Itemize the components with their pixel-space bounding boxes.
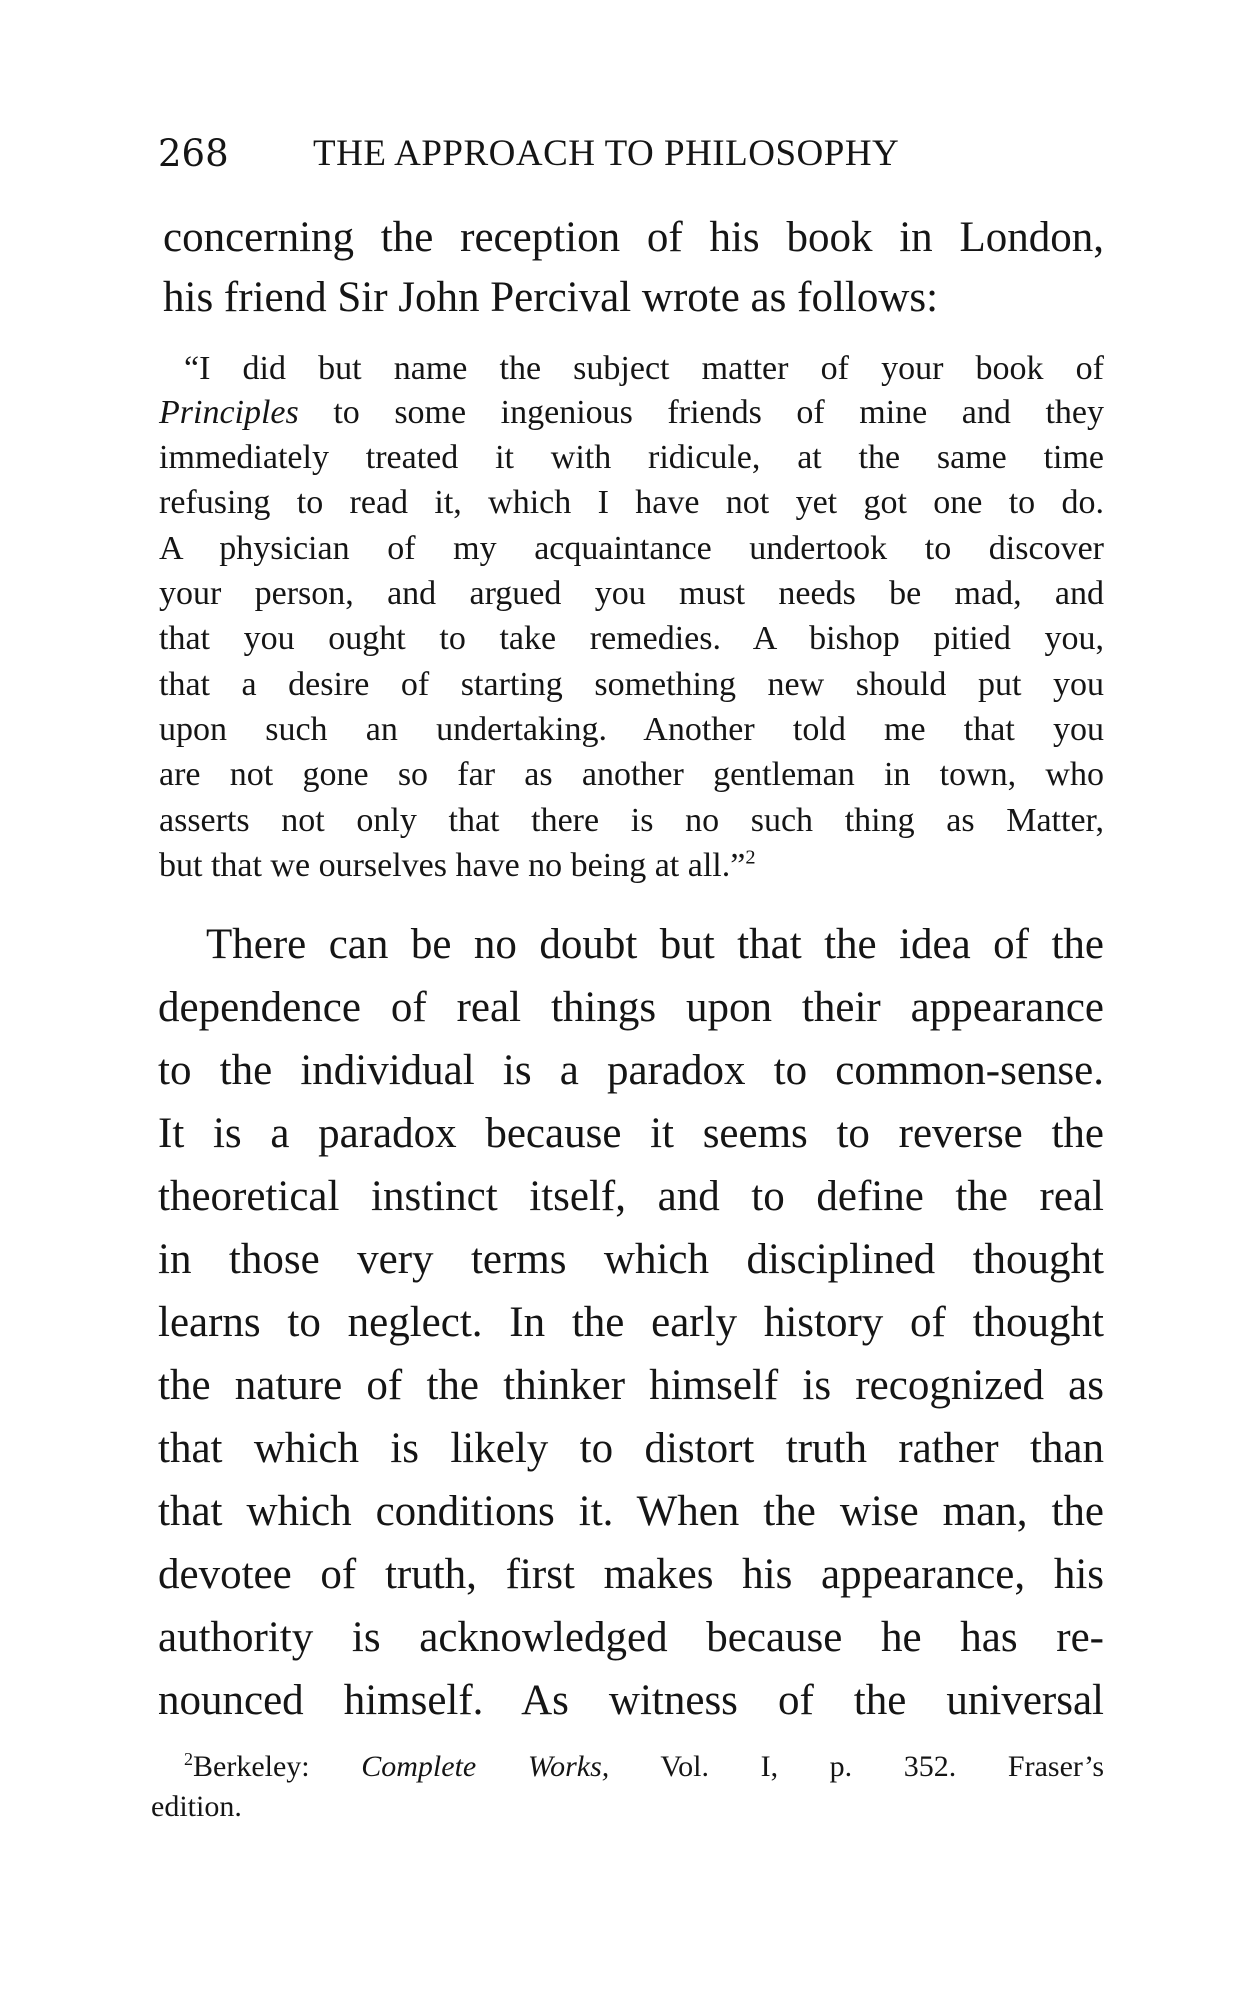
page-number: 268 [158, 132, 229, 175]
quote-line: immediately treated it with ridicule, at the same time [159, 439, 1104, 476]
paragraph-line: that which is likely to distort truth rather than [158, 1425, 1104, 1472]
quote-line: asserts not only that there is no such thing as Matter, [159, 802, 1104, 839]
paragraph-line: authority is acknowledged because he has re- [158, 1614, 1104, 1661]
quote-line: that a desire of starting something new should put you [159, 666, 1104, 703]
quote-line: your person, and argued you must needs be mad, and [159, 575, 1104, 612]
book-title-principles: Principles [159, 394, 299, 431]
footnote-book-title: Complete Works, [361, 1750, 610, 1783]
paragraph-line: the nature of the thinker himself is recognized as [158, 1362, 1104, 1409]
intro-line: concerning the reception of his book in London, [163, 214, 1104, 261]
paragraph-line: in those very terms which disciplined thought [158, 1236, 1104, 1283]
intro-line: his friend Sir John Percival wrote as follows: [163, 274, 939, 321]
footnote-marker: 2 [184, 1749, 193, 1769]
quote-line: but that we ourselves have no being at all.”$^2$ [159, 846, 756, 884]
quote-line: Principles to some ingenious friends of mine and they [159, 394, 1104, 431]
paragraph-line: nounced himself. As witness of the universal [158, 1677, 1104, 1724]
paragraph-line: There can be no doubt but that the idea of the [206, 921, 1104, 968]
paragraph-line: devotee of truth, first makes his appearance, his [158, 1551, 1104, 1598]
footnote-line: $^2$Berkeley: Complete Works, Vol. I, p. 352. Fraser’s [184, 1749, 1105, 1783]
quote-line: refusing to read it, which I have not yet got one to do. [159, 484, 1104, 521]
quote-line: upon such an undertaking. Another told me that you [159, 711, 1104, 748]
quote-line: A physician of my acquaintance undertook to discover [159, 530, 1104, 567]
quote-line: that you ought to take remedies. A bishop pitied you, [159, 620, 1104, 657]
paragraph-line: It is a paradox because it seems to reverse the [158, 1110, 1104, 1157]
page-header [158, 128, 1098, 180]
paragraph-line: dependence of real things upon their appearance [158, 984, 1104, 1031]
paragraph-line: to the individual is a paradox to common-sense. [158, 1047, 1104, 1094]
paragraph-line: that which conditions it. When the wise man, the [158, 1488, 1104, 1535]
paragraph-line: learns to neglect. In the early history of thought [158, 1299, 1104, 1346]
footnote-line: edition. [151, 1790, 242, 1823]
running-head: THE APPROACH TO PHILOSOPHY [313, 133, 900, 174]
quote-line: “I did but name the subject matter of your book of [184, 350, 1104, 387]
paragraph-line: theoretical instinct itself, and to define the real [158, 1173, 1104, 1220]
footnote-reference: 2 [745, 846, 756, 869]
quote-line: are not gone so far as another gentleman in town, who [159, 756, 1104, 793]
